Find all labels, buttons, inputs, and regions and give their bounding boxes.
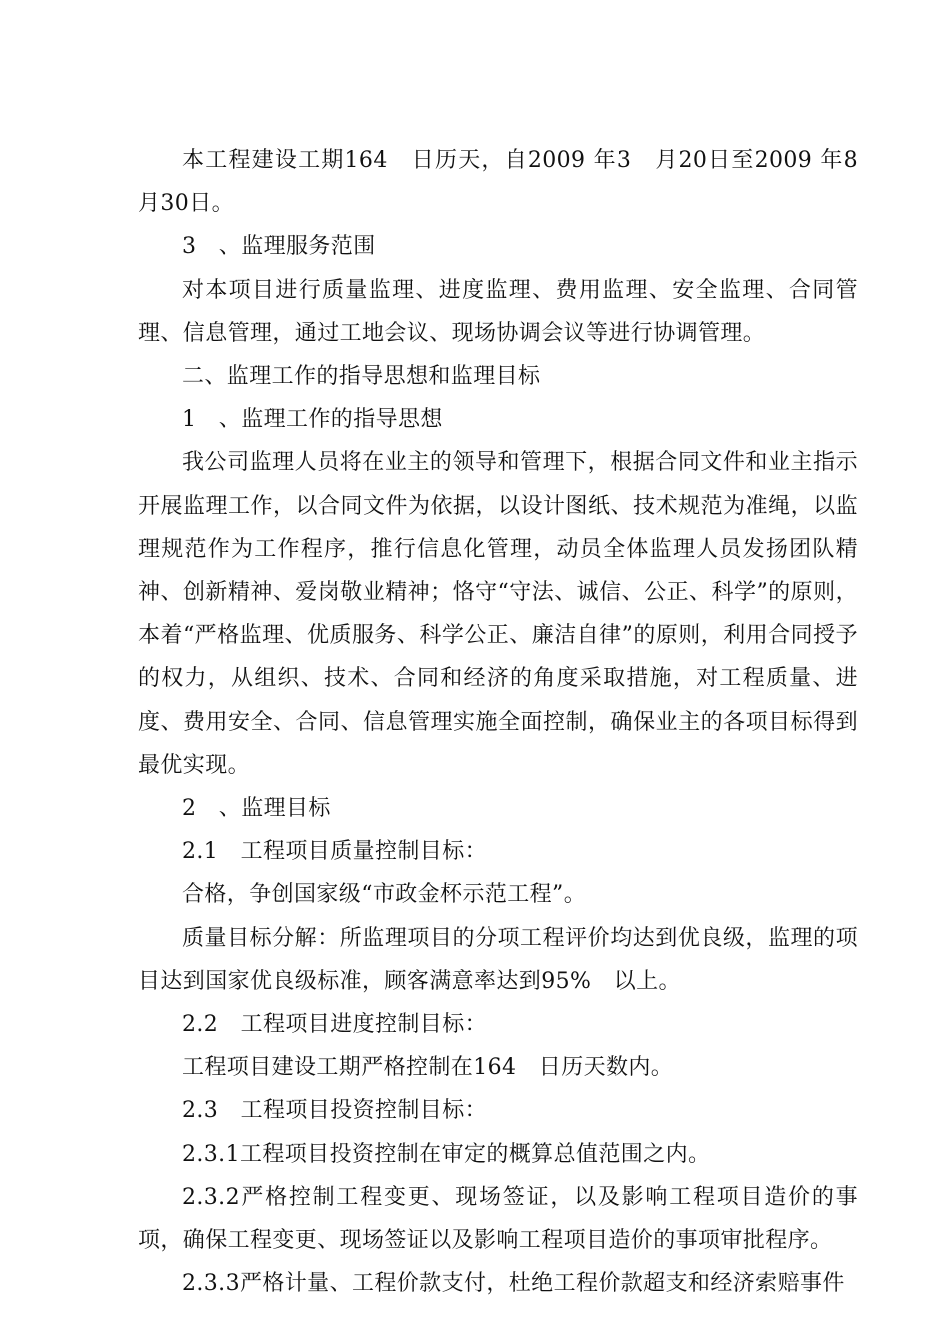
heading-supervision-scope: 3 、监理服务范围: [182, 234, 376, 260]
paragraph-construction-period: 本工程建设工期164 日历天，自2009 年3 月20日至2009 年8 月30日。: [138, 148, 881, 217]
heading-section-two: 二、监理工作的指导思想和监理目标: [182, 364, 541, 390]
paragraph-investment-2-3-3: 2.3.3严格计量、工程价款支付，杜绝工程价款超支和经济索赔事件: [182, 1271, 845, 1297]
paragraph-investment-2-3-2: 2.3.2严格控制工程变更、现场签证，以及影响工程项目造价的事项，确保工程变更、现场签证以及影响工程项目造价的事项审批程序。: [138, 1184, 858, 1254]
heading-quality-goal: 2.1 工程项目质量控制目标：: [182, 839, 487, 865]
paragraph-schedule-goal: 工程项目建设工期严格控制在164 日历天数内。: [182, 1055, 674, 1081]
paragraph-supervision-scope: 对本项目进行质量监理、进度监理、费用监理、安全监理、合同管理、信息管理，通过工地会议、现场协调会议等进行协调管理。: [138, 277, 858, 346]
paragraph-quality-goal: 合格，争创国家级“市政金杯示范工程”。: [182, 882, 587, 908]
heading-schedule-goal: 2.2 工程项目进度控制目标：: [182, 1012, 487, 1038]
paragraph-investment-2-3-1: 2.3.1工程项目投资控制在审定的概算总值范围之内。: [182, 1141, 711, 1167]
heading-investment-goal: 2.3 工程项目投资控制目标：: [182, 1098, 487, 1124]
document-body: [138, 139, 881, 1305]
paragraph-guiding-ideology: 我公司监理人员将在业主的领导和管理下，根据合同文件和业主指示开展监理工作，以合同文件为依据，以设计图纸、技术规范为准绳，以监理规范作为工作程序，推行信息化管理，动员全体监理人员发扬团队精神、创新精神、爱岗敬业精神；恪守“守法、诚信、公正、科学”的原则，本着“严格监理、优质服务、科学公正、廉洁自律”的原则，利用合同授予的权力，从组织、技术、合同和经济的角度采取措施，对工程质量、进度、费用安全、合同、信息管理实施全面控制，确保业主的各项目标得到最优实现。: [138, 450, 858, 778]
paragraph-quality-breakdown: 质量目标分解：所监理项目的分项工程评价均达到优良级，监理的项目达到国家优良级标准，顾客满意率达到95% 以上。: [138, 925, 858, 994]
heading-guiding-ideology: 1 、监理工作的指导思想: [182, 407, 443, 433]
heading-supervision-goals: 2 、监理目标: [182, 796, 331, 822]
